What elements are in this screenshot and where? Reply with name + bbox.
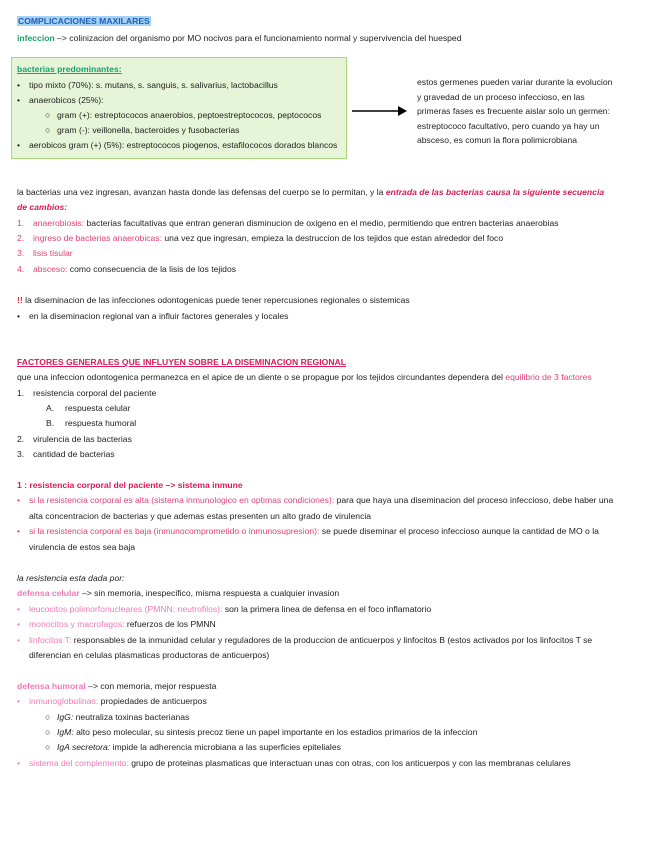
humoral-item: • inmunoglobulinas: propiedades de anticuerpos [17,696,207,706]
defensa-humoral: defensa humoral –> con memoria, mejor respuesta [17,681,217,691]
step-item: 2. ingreso de bacterias anaerobicas: una vez que ingresan, empieza la destruccion de los tejidos que estan alrededor del foco [17,233,504,243]
factores-heading: FACTORES GENERALES QUE INFLUYEN SOBRE LA DISEMINACION REGIONAL [17,357,346,367]
warning-icon: !! [17,295,23,305]
factor-item: 1. resistencia corporal del paciente [17,388,157,398]
arrow-right-icon [350,104,408,118]
side-note: estos germenes pueden variar durante la evolucion y gravedad de un proceso infeccioso, en las primeras fases es frecuente aislar solo un germen: estreptococo facultativo, pero cuando ya hay un absceso, es comun la flora polimicrobiana [417,77,613,145]
celular-item: • linfocitos T: responsables de la inmunidad celular y reguladores de la produccion de anticuerpos y linfocitos B (estos activados por los linfocitos T se [17,635,593,645]
infeccion-term: infeccion [17,33,55,43]
humoral-item: • sistema del complemento: grupo de proteinas plasmaticas que interactuan unas con otras, con los anticuerpos y con las membranas celulares [17,758,571,768]
defensa-celular: defensa celular –> sin memoria, inespecifico, misma respuesta a cualquier invasion [17,588,340,598]
factores-intro: que una infeccion odontogenica permanezca en el apice de un diente o se propague por los tejidos circundantes dependera del equilibrio de 3 factores [17,372,592,382]
celular-item: • monocitos y macrofagos: refuerzos de los PMNN [17,619,216,629]
bacterias-item: • tipo mixto (70%): s. mutans, s. sanguis, s. salivarius, lactobacillus [17,80,278,90]
resistencia-bullet-cont: alta concentracion de bacterias y que ademas estas presenten un alto grado de virulencia [29,511,372,521]
bacterias-item: • anaerobicos (25%): [17,95,104,105]
ig-item: ○ IgA secretora: impide la adherencia microbiana a las superficies epiteliales [45,742,341,752]
resistencia-bullet-cont: virulencia de estos sea baja [29,542,136,552]
step-item: 4. absceso: como consecuencia de la lisis de los tejidos [17,264,237,274]
resistencia-bullet: • si la resistencia corporal es baja (inmunocomprometido o inmunosupresion): se puede diseminar el proceso infeccioso aunque la cantidad de MO o la [17,526,599,536]
bacterias-subitem: ○ gram (-): veillonella, bacteroides y fusobacterias [45,125,240,135]
bacterias-item: • aerobicos gram (+) (5%): estreptococos piogenos, estafilococos dorados blancos [17,140,338,150]
bacterias-heading: bacterias predominantes: [17,64,122,74]
ig-item: ○ IgG: neutraliza toxinas bacterianas [45,712,190,722]
resistencia-bullet: • si la resistencia corporal es alta (sistema inmunologico en optimas condiciones): para que haya una diseminacion del proceso infeccioso, debe haber una [17,495,614,505]
celular-item-cont: diferencian en celulas plasmaticas productoras de anticuerpos) [29,650,270,660]
estado-label: la resistencia esta dada por: [17,573,125,583]
infeccion-definition: infeccion –> colinizacion del organismo por MO nocivos para el funcionamiento normal y supervivencia del huesped [17,33,462,43]
resistencia-heading: 1 : resistencia corporal del paciente –> sistema inmune [17,480,243,490]
step-item: 1. anaerobiosis: bacterias facultativas que entran generan disminucion de oxigeno en el medio, permitiendo que entren bacterias anaerobias [17,218,559,228]
page-title: COMPLICACIONES MAXILARES [18,16,150,26]
factor-item: 2. virulencia de las bacterias [17,434,132,444]
celular-item: • leucocitos polimorfonucleares (PMNN: neutrofilos): son la primera linea de defensa en el foco inflamatorio [17,604,432,614]
warning-bullet: • en la diseminacion regional van a influir factores generales y locales [17,311,289,321]
factor-item: 3. cantidad de bacterias [17,449,115,459]
entrada-line: la bacterias una vez ingresan, avanzan hasta donde las defensas del cuerpo se lo permitan, y la entrada de las bacterias causa la siguiente secuencia [17,187,605,197]
step-item: 3. lisis tisular [17,248,73,258]
factor-subitem: A. respuesta celular [46,403,131,413]
entrada-line: de cambios: [17,202,68,212]
ig-item: ○ IgM: alto peso molecular, su sintesis precoz tiene un papel importante en los estadios primarios de la infeccion [45,727,478,737]
bacterias-subitem: ○ gram (+): estreptococos anaerobios, peptoestreptococos, peptococos [45,110,322,120]
warning-line: !! la diseminacion de las infecciones odontogenicas puede tener repercusiones regionales o sistemicas [17,295,410,305]
factor-subitem: B. respuesta humoral [46,418,137,428]
